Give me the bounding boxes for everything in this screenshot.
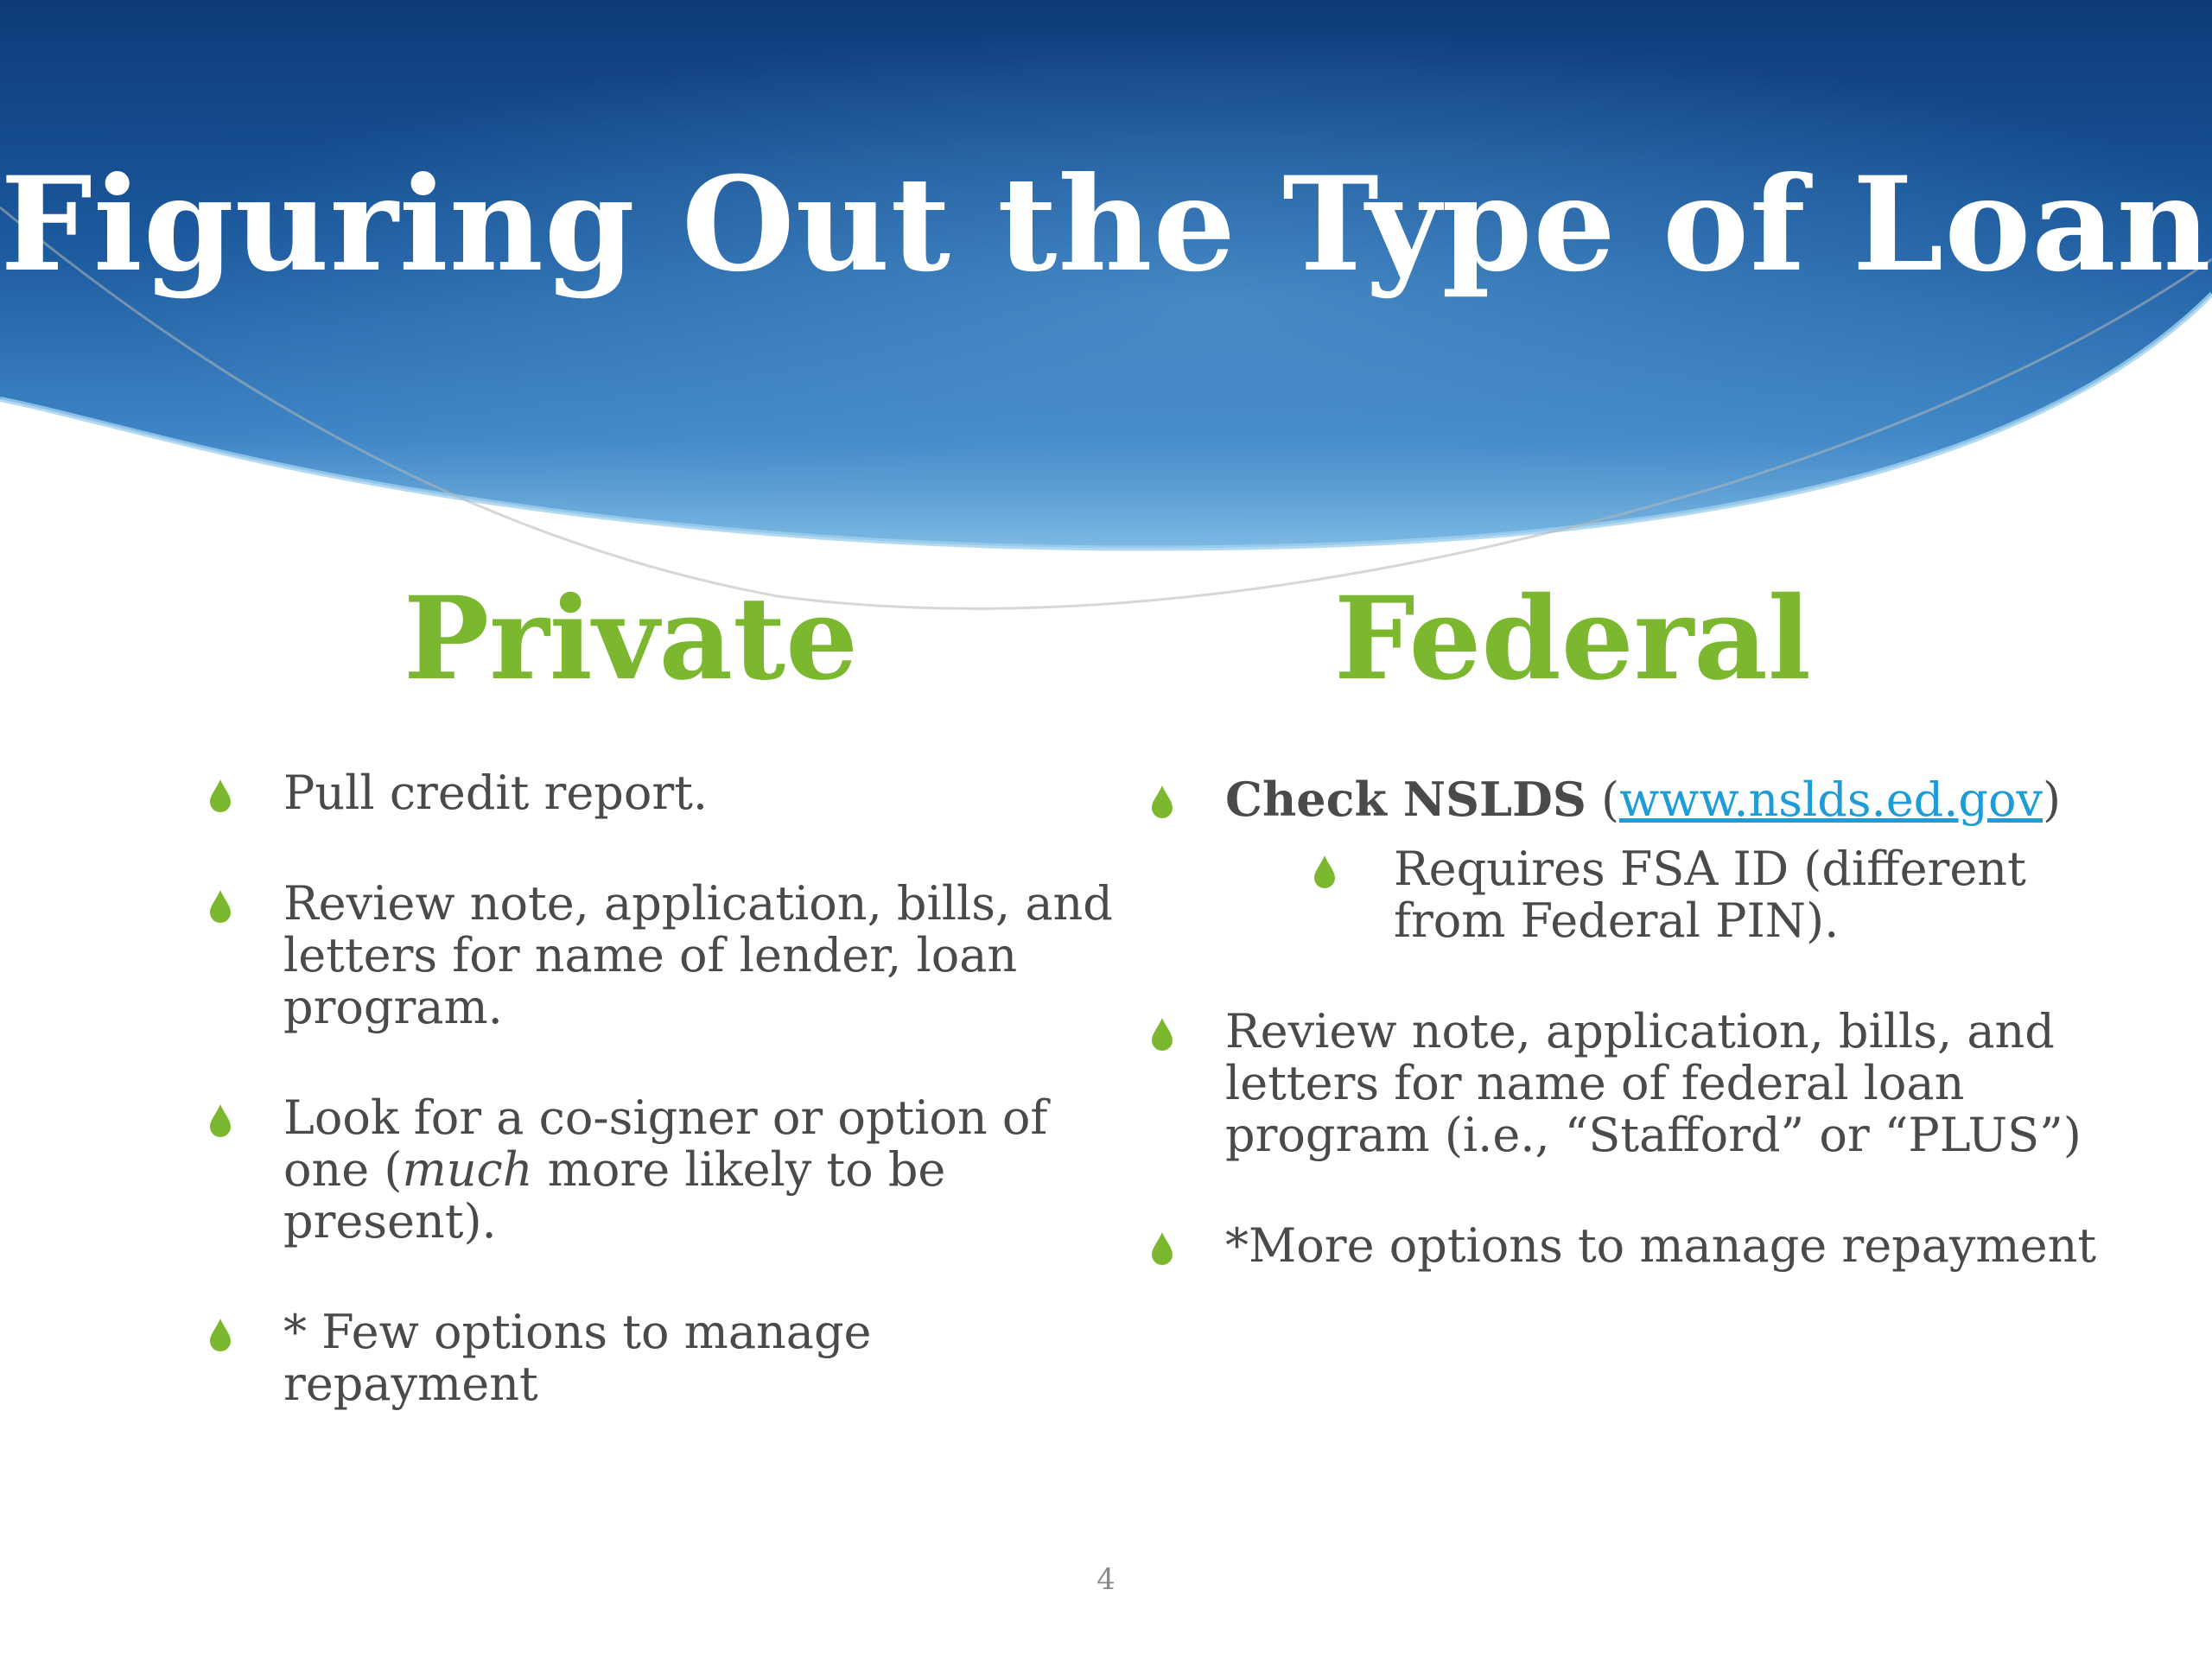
droplet-icon bbox=[1149, 1016, 1175, 1051]
bullet-text bbox=[1225, 772, 2061, 827]
list-item bbox=[197, 1092, 1113, 1248]
emphasis-text: much bbox=[402, 1142, 533, 1197]
droplet-icon bbox=[1312, 854, 1338, 888]
list-item bbox=[197, 878, 1113, 1033]
bullet-text: Requires FSA ID (different from Federal PIN). bbox=[1394, 842, 2026, 948]
droplet-icon bbox=[1149, 784, 1175, 818]
bullet-text: * Few options to manage repayment bbox=[283, 1305, 872, 1411]
bullet-text-part: Look for a co-signer or option of one ( bbox=[283, 1090, 1048, 1197]
nslds-link[interactable]: www.nslds.ed.gov bbox=[1619, 772, 2043, 827]
droplet-icon bbox=[207, 888, 233, 923]
bullet-text: Review note, application, bills, and letters for name of federal loan program (i.e., “Stafford” or “PLUS”) bbox=[1225, 1004, 2082, 1162]
page-number: 4 bbox=[1096, 1562, 1116, 1597]
bullet-text: Review note, application, bills, and letters for name of lender, loan program. bbox=[283, 876, 1113, 1034]
private-bullet-list bbox=[197, 767, 1113, 1469]
droplet-icon bbox=[207, 1103, 233, 1137]
bullet-text-part: ( bbox=[1586, 772, 1620, 827]
list-item bbox=[1139, 843, 2107, 947]
list-item bbox=[197, 767, 1113, 819]
bullet-text-part: ) bbox=[2042, 772, 2062, 827]
list-item bbox=[1139, 773, 2107, 826]
bullet-text: Pull credit report. bbox=[283, 766, 709, 820]
strong-text: Check NSLDS bbox=[1225, 772, 1586, 827]
bullet-text-part: more likely to be present). bbox=[283, 1142, 946, 1249]
droplet-icon bbox=[207, 1317, 233, 1351]
federal-heading: Federal bbox=[1334, 572, 1811, 706]
list-item bbox=[197, 1306, 1113, 1410]
slide-title: Figuring Out the Type of Loan bbox=[0, 149, 2212, 301]
list-item bbox=[1139, 1220, 2107, 1272]
private-heading: Private bbox=[403, 572, 859, 706]
header-background bbox=[0, 0, 2212, 622]
federal-bullet-list bbox=[1139, 773, 2107, 1331]
list-item bbox=[1139, 1006, 2107, 1161]
droplet-icon bbox=[207, 778, 233, 812]
bullet-text bbox=[283, 1090, 1047, 1249]
bullet-text: *More options to manage repayment bbox=[1225, 1218, 2097, 1273]
droplet-icon bbox=[1149, 1230, 1175, 1265]
